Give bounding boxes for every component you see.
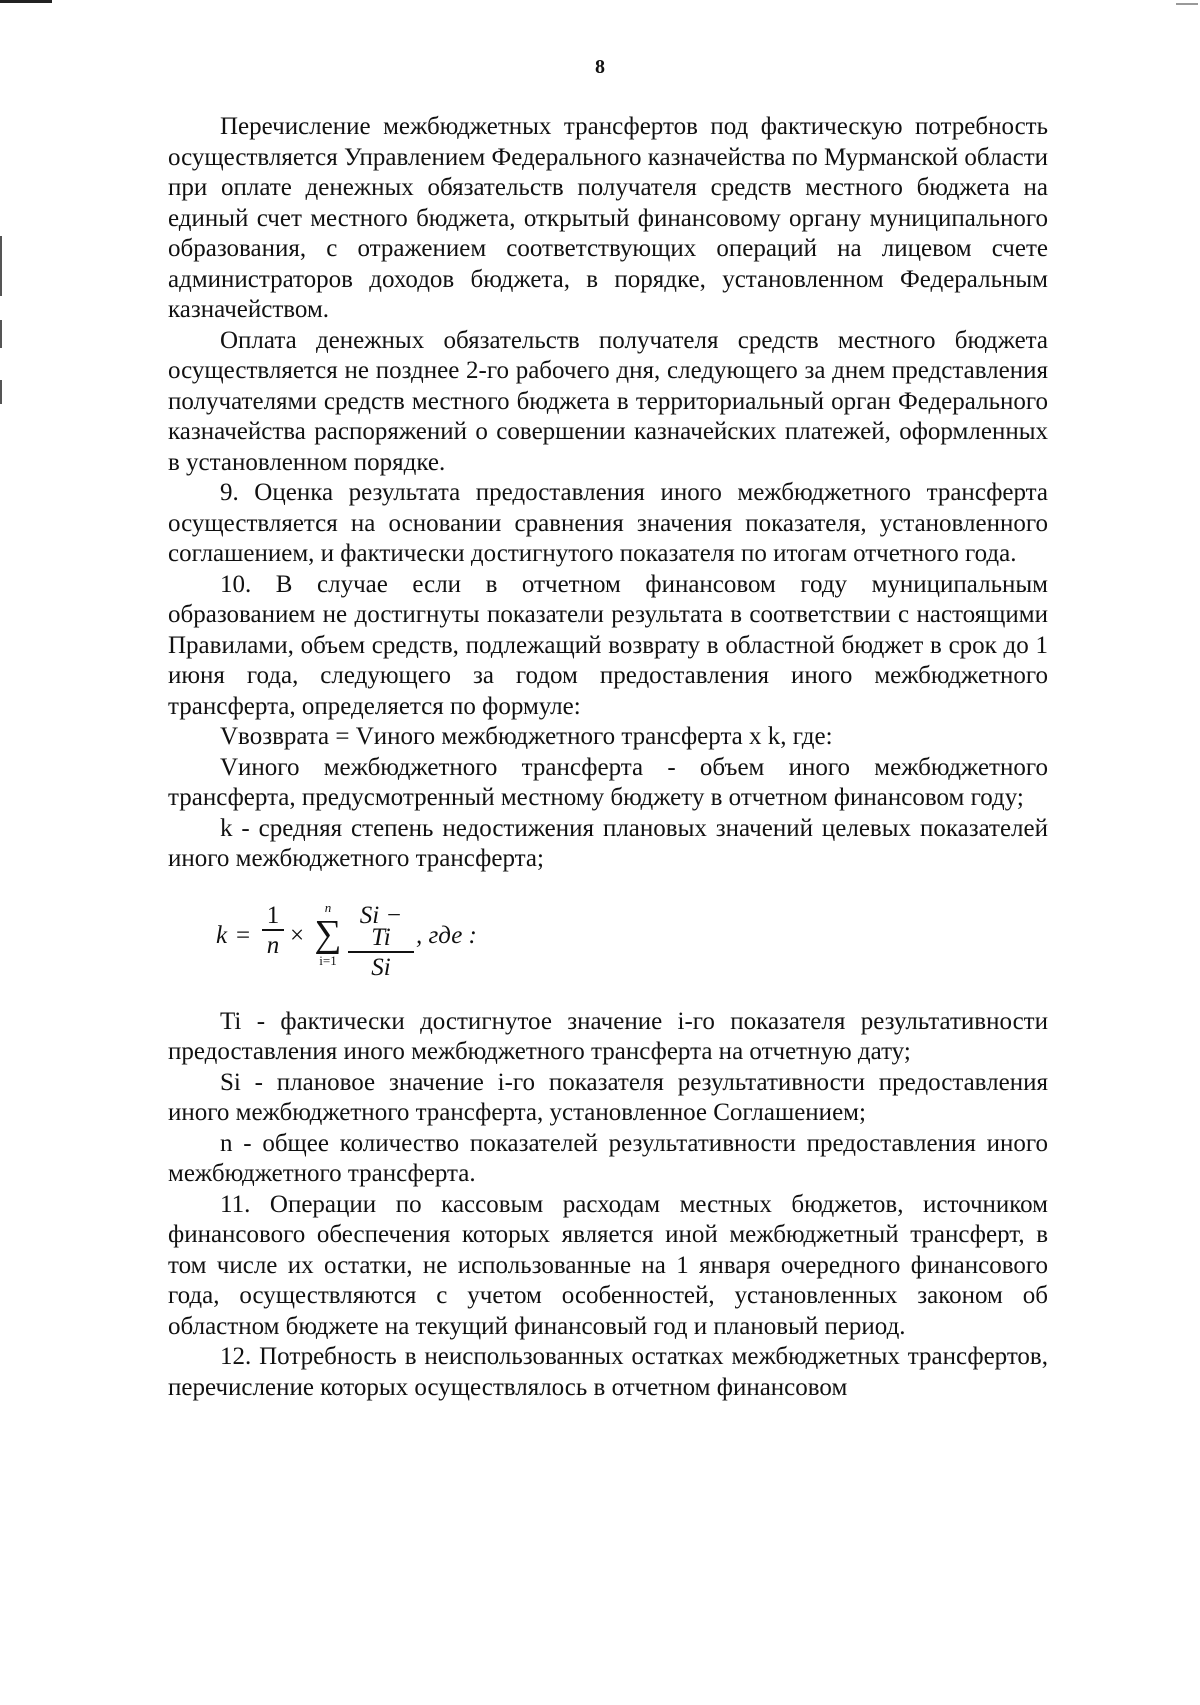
paragraph: 10. В случае если в отчетном финансовом году муниципальным образованием не достигнуты показатели результата в соответствии с настоящими Правилами, объем средств, подлежащий возврату в областной бюджет в срок до 1 июня года, следующего за годом предоставления иного межбюджетного трансферта, определяется по формуле: bbox=[168, 570, 1048, 720]
formula-k: k bbox=[216, 921, 228, 949]
formula-denominator: Si bbox=[371, 953, 391, 981]
paragraph: Оплата денежных обязательств получателя средств местного бюджета осуществляется не позднее 2-го рабочего дня, следующего за днем представления получателями средств местного бюджета в территориальный орган Федерального казначейства распоряжений о совершении казначейских платежей, оформленных в установленном порядке. bbox=[168, 326, 1048, 476]
scan-margin-line bbox=[0, 380, 2, 404]
scan-edge-mark bbox=[1176, 3, 1198, 5]
scan-margin-line bbox=[0, 320, 2, 348]
return-formula: Vвозврата = Vиного межбюджетного трансферта x k, где: bbox=[220, 723, 833, 750]
formula-sum bbox=[314, 901, 342, 969]
formula-one: 1 bbox=[266, 901, 280, 929]
fraction-bar bbox=[262, 929, 284, 931]
paragraph: Ti - фактически достигнутое значение i-го показателя результативности предоставления иного межбюджетного трансферта на отчетную дату; bbox=[168, 1007, 1048, 1065]
scan-edge-mark bbox=[0, 0, 52, 3]
paragraph: 11. Операции по кассовым расходам местных бюджетов, источником финансового обеспечения которых является иной межбюджетный трансферт, в том числе их остатки, не использованные на 1 января очередного финансового года, осуществляются с учетом особенностей, установленных законом об областном бюджете на текущий финансовый год и плановый период. bbox=[168, 1190, 1048, 1340]
formula-equals: = bbox=[236, 921, 251, 949]
formula-tail: , где : bbox=[416, 921, 477, 949]
formula-fraction-one-over-n bbox=[262, 901, 284, 959]
sigma-symbol: ∑ bbox=[314, 912, 342, 955]
k-formula bbox=[168, 885, 1048, 993]
paragraph: k - средняя степень недостижения плановых значений целевых показателей иного межбюджетного трансферта; bbox=[168, 814, 1048, 872]
sum-lower-limit: i=1 bbox=[319, 952, 337, 968]
page-number: 8 bbox=[595, 56, 605, 78]
formula-fraction-main bbox=[348, 901, 414, 981]
paragraph: 12. Потребность в неиспользованных остатках межбюджетных трансфертов, перечисление которых осуществлялось в отчетном финансовом bbox=[168, 1343, 1048, 1401]
paragraph: 9. Оценка результата предоставления иного межбюджетного трансферта осуществляется на основании сравнения значения показателя, установленного соглашением, и фактически достигнутого показателя по итогам отчетного года. bbox=[168, 479, 1048, 567]
formula-times: × bbox=[290, 921, 305, 949]
paragraph: Si - плановое значение i-го показателя результативности предоставления иного межбюджетного трансферта, установленное Соглашением; bbox=[168, 1068, 1048, 1126]
paragraph: n - общее количество показателей результативности предоставления иного межбюджетного трансферта. bbox=[168, 1129, 1048, 1187]
body-text bbox=[168, 112, 1048, 1403]
fraction-bar bbox=[348, 951, 414, 953]
formula-n: n bbox=[266, 931, 280, 959]
paragraph: Vиного межбюджетного трансферта - объем иного межбюджетного трансферта, предусмотренный местному бюджету в отчетном финансовом году; bbox=[168, 753, 1048, 811]
paragraph: Перечисление межбюджетных трансфертов под фактическую потребность осуществляется Управлением Федерального казначейства по Мурманской области при оплате денежных обязательств получателя средств местного бюджета на единый счет местного бюджета, открытый финансовому органу муниципального образования, с отражением соответствующих операций на лицевом счете администраторов доходов бюджета, в порядке, установленном Федеральным казначейством. bbox=[168, 113, 1048, 323]
formula-numerator: Si − Ti bbox=[359, 901, 403, 951]
sum-upper-limit: n bbox=[324, 899, 332, 915]
scan-margin-line bbox=[0, 236, 2, 296]
